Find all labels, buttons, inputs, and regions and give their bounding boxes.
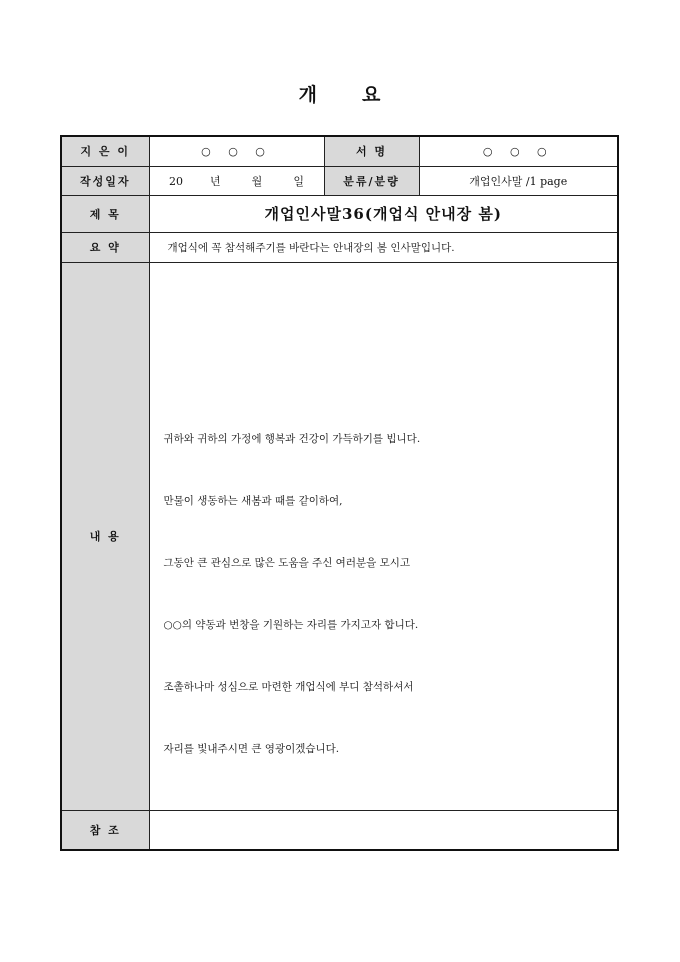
date-value xyxy=(149,166,324,195)
subject-row xyxy=(61,195,618,232)
summary-value: 개업식에 꼭 참석해주기를 바란다는 안내장의 봄 인사말입니다. xyxy=(149,232,618,262)
document-title-right: 요 xyxy=(362,84,382,106)
overview-table xyxy=(60,135,619,851)
subject-value: 개업인사말36(개업식 안내장 봄) xyxy=(149,195,618,232)
date-year: 20 xyxy=(169,174,184,188)
content-line: 그동안 큰 관심으로 많은 도움을 주신 여러분을 모시고 xyxy=(163,556,411,569)
author-row xyxy=(61,136,618,166)
author-value: ○ ○ ○ xyxy=(149,136,324,166)
date-month-unit: 월 xyxy=(251,174,263,188)
content-line: 조촐하나마 성심으로 마련한 개업식에 부디 참석하셔서 xyxy=(163,680,414,693)
author-label: 지 은 이 xyxy=(61,136,149,166)
document-title-left: 개 xyxy=(298,84,318,106)
reference-label: 참 조 xyxy=(61,810,149,850)
content-line: ○○의 약동과 번창을 기원하는 자리를 가지고자 합니다. xyxy=(163,618,419,631)
reference-row xyxy=(61,810,618,850)
date-day-unit: 일 xyxy=(293,174,304,188)
summary-row xyxy=(61,232,618,262)
reference-value xyxy=(149,810,618,850)
summary-label: 요 약 xyxy=(61,232,149,262)
content-row xyxy=(61,262,618,810)
content-line: 만물이 생동하는 새봄과 때를 같이하여, xyxy=(163,494,343,507)
content-body xyxy=(149,262,618,810)
document-title xyxy=(0,80,680,107)
date-label: 작성일자 xyxy=(61,166,149,195)
content-line: 귀하와 귀하의 가정에 행복과 건강이 가득하기를 빕니다. xyxy=(163,432,421,445)
content-label: 내 용 xyxy=(61,262,149,810)
subject-label: 제 목 xyxy=(61,195,149,232)
content-line: 자리를 빛내주시면 큰 영광이겠습니다. xyxy=(163,742,340,755)
category-value: 개업인사말 /1 page xyxy=(419,166,618,195)
signature-value: ○ ○ ○ xyxy=(419,136,618,166)
category-label: 분류/분량 xyxy=(324,166,419,195)
date-year-unit: 년 xyxy=(210,174,221,188)
signature-label: 서 명 xyxy=(324,136,419,166)
date-row xyxy=(61,166,618,195)
